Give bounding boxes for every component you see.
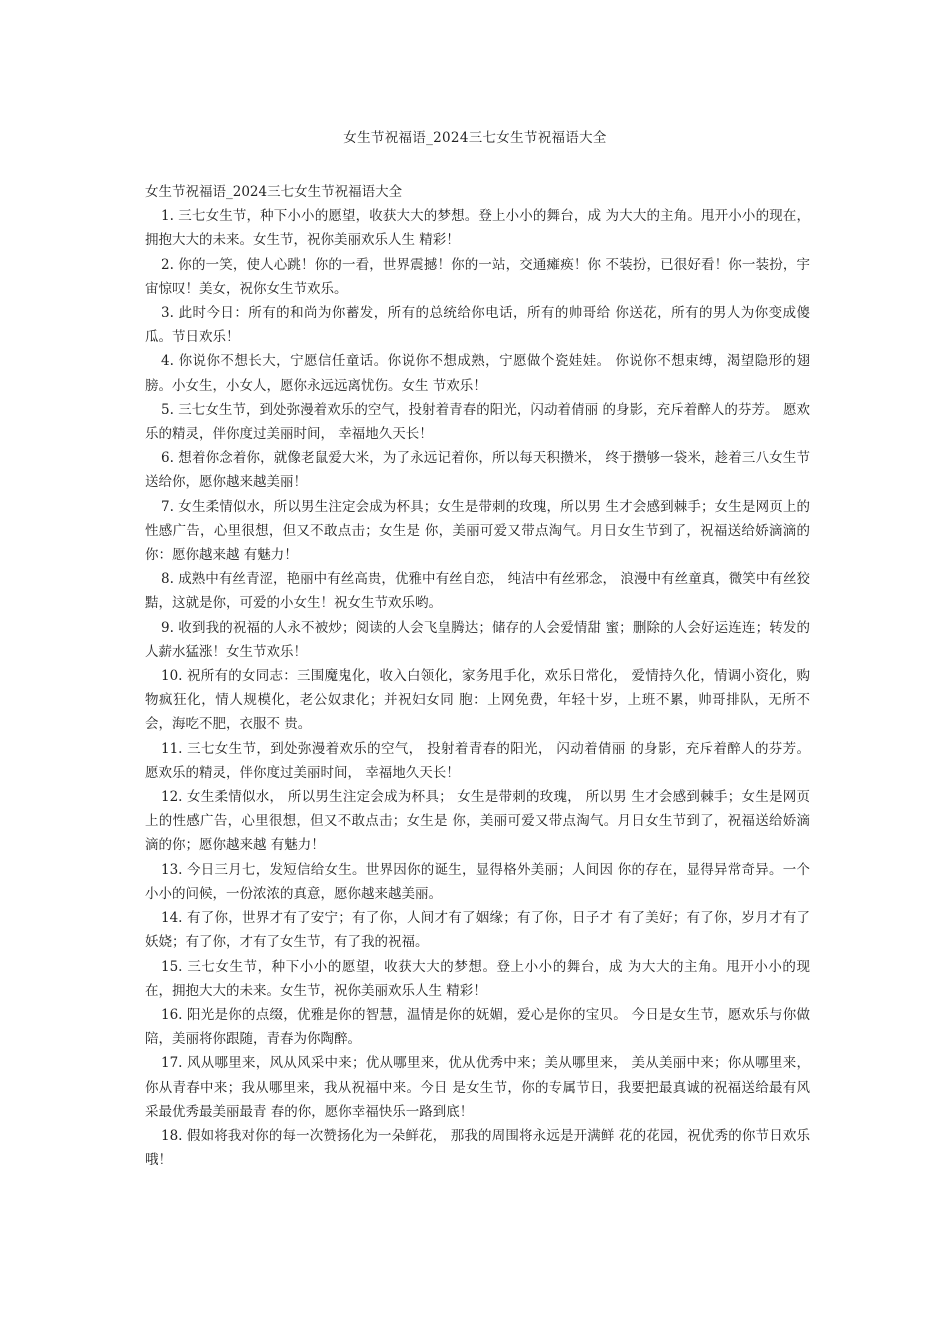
- paragraph-12: 12. 女生柔情似水， 所以男生注定会成为杯具； 女生是带刺的玫瑰， 所以男 生才会感到棘手；女生是网页上的性感广告，心里很想，但又不敢点击；女生是 你，美丽可爱又带点淘气。月日女生节到了，祝福送给娇滴滴的你；愿你越来越 有魅力！: [145, 789, 810, 854]
- paragraph-13: 13. 今日三月七，发短信给女生。世界因你的诞生，显得格外美丽；人间因 你的存在，显得异常奇异。一个小小的问候，一份浓浓的真意，愿你越来越美丽。: [145, 861, 810, 902]
- paragraph-8: 8. 成熟中有丝青涩，艳丽中有丝高贵，优雅中有丝自恋， 纯洁中有丝邪念， 浪漫中有丝童真，微笑中有丝狡黠，这就是你，可爱的小女生！祝女生节欢乐哟。: [145, 571, 810, 612]
- paragraph-17: 17. 风从哪里来，风从风采中来；优从哪里来，优从优秀中来；美从哪里来， 美从美丽中来；你从哪里来，你从青春中来；我从哪里来，我从祝福中来。今日 是女生节，你的专属节日，我要把最真诚的祝福送给最有风采最优秀最美丽最青 春的你，愿你幸福快乐一路到底！: [145, 1055, 810, 1120]
- paragraph-1: 1. 三七女生节，种下小小的愿望，收获大大的梦想。登上小小的舞台，成 为大大的主角。甩开小小的现在，拥抱大大的未来。女生节，祝你美丽欢乐人生 精彩！: [145, 208, 810, 249]
- paragraph-18: 18. 假如将我对你的每一次赞扬化为一朵鲜花， 那我的周围将永远是开满鲜 花的花园，祝优秀的你节日欢乐哦！: [145, 1127, 810, 1169]
- paragraph-10: 10. 祝所有的女同志：三围魔鬼化，收入白领化，家务甩手化，欢乐日常化， 爱情持久化，情调小资化，购物疯狂化，情人规模化，老公奴隶化；并祝妇女同 胞：上网免费，年轻十岁，上班不累，帅哥排队，无所不会，海吃不肥，衣服不 贵。: [145, 668, 810, 733]
- page-title: 女生节祝福语_2024三七女生节祝福语大全: [343, 130, 607, 146]
- paragraph-2: 2. 你的一笑，使人心跳！你的一看，世界震撼！你的一站，交通瘫痪！你 不装扮，已很好看！你一装扮，宇宙惊叹！美女，祝你女生节欢乐。: [145, 256, 810, 297]
- document-subtitle: 女生节祝福语_2024三七女生节祝福语大全: [145, 184, 403, 200]
- paragraph-16: 16. 阳光是你的点缀，优雅是你的智慧，温情是你的妩媚，爱心是你的宝贝。 今日是女生节，愿欢乐与你做陪，美丽将你跟随，青春为你陶醉。: [145, 1006, 810, 1048]
- paragraph-5: 5. 三七女生节，到处弥漫着欢乐的空气，投射着青春的阳光，闪动着倩丽 的身影，充斥着醉人的芬芳。 愿欢乐的精灵，伴你度过美丽时间， 幸福地久天长！: [145, 401, 810, 443]
- paragraph-15: 15. 三七女生节，种下小小的愿望，收获大大的梦想。登上小小的舞台，成 为大大的主角。甩开小小的现在，拥抱大大的未来。女生节，祝你美丽欢乐人生 精彩！: [145, 958, 810, 999]
- document-body: [145, 180, 810, 1172]
- paragraph-9: 9. 收到我的祝福的人永不被炒；阅读的人会飞皇腾达；储存的人会爱情甜 蜜；删除的人会好运连连；转发的人薪水猛涨！女生节欢乐！: [145, 619, 810, 660]
- paragraph-4: 4. 你说你不想长大，宁愿信任童话。你说你不想成熟，宁愿做个瓷娃娃。 你说你不想束缚，渴望隐形的翅膀。小女生，小女人，愿你永远远离忧伤。女生 节欢乐！: [145, 353, 810, 394]
- paragraph-14: 14. 有了你，世界才有了安宁；有了你，人间才有了姻缘；有了你，日子才 有了美好；有了你，岁月才有了妖娆；有了你，才有了女生节，有了我的祝福。: [145, 910, 810, 951]
- paragraph-6: 6. 想着你念着你，就像老鼠爱大米，为了永远记着你，所以每天积攒米， 终于攒够一袋米，趁着三八女生节送给你，愿你越来越美丽！: [145, 450, 810, 491]
- paragraph-11: 11. 三七女生节，到处弥漫着欢乐的空气， 投射着青春的阳光， 闪动着倩丽 的身影，充斥着醉人的芬芳。 愿欢乐的精灵，伴你度过美丽时间， 幸福地久天长！: [145, 740, 810, 781]
- paragraph-3: 3. 此时今日：所有的和尚为你蓄发，所有的总统给你电话，所有的帅哥给 你送花，所有的男人为你变成傻瓜。节日欢乐！: [145, 305, 810, 346]
- paragraph-7: 7. 女生柔情似水，所以男生注定会成为杯具；女生是带刺的玫瑰，所以男 生才会感到棘手；女生是网页上的性感广告，心里很想，但又不敢点击；女生是 你，美丽可爱又带点淘气。月日女生节到了，祝福送给娇滴滴的你：愿你越来越 有魅力！: [145, 498, 810, 564]
